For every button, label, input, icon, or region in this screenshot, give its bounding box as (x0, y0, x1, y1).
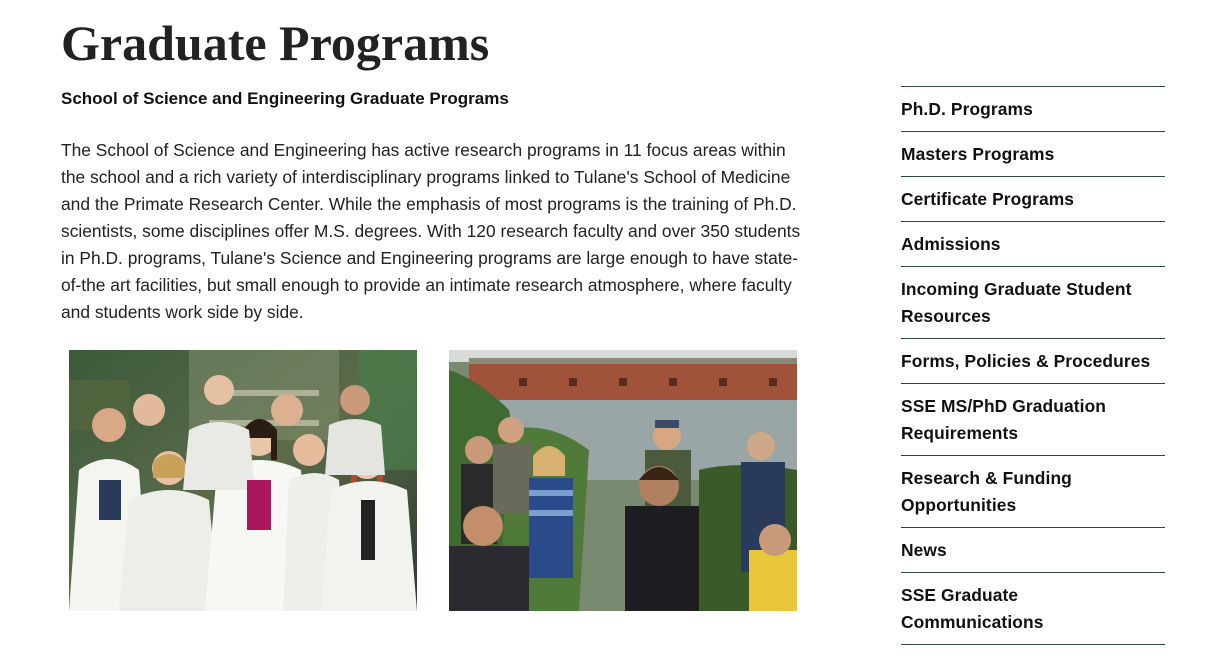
sidebar-item-masters-programs (901, 132, 1165, 177)
nav-link-incoming-student-resources[interactable]: Incoming Graduate Student Resources (901, 279, 1132, 326)
nav-link-news[interactable]: News (901, 540, 947, 560)
sidebar-item-admissions (901, 222, 1165, 267)
nav-link-graduation-requirements[interactable]: SSE MS/PhD Graduation Requirements (901, 396, 1107, 443)
nav-link-masters-programs[interactable]: Masters Programs (901, 144, 1055, 164)
page-title: Graduate Programs (61, 15, 490, 71)
sidebar-item-certificate-programs (901, 177, 1165, 222)
sidebar-nav (901, 86, 1165, 645)
lab-group-photo (69, 350, 417, 611)
sidebar-item-graduation-requirements (901, 384, 1165, 456)
intro-paragraph: The School of Science and Engineering has active research programs in 11 focus areas within the school and a rich variety of interdisciplinary programs linked to Tulane's School of Medicine and the Primate Research Center. While the emphasis of most programs is the training of Ph.D. scientists, some disciplines offer M.S. degrees. With 120 research faculty and over 350 students in Ph.D. programs, Tulane's Science and Engineering programs are large enough to have state-of-the art facilities, but small enough to provide an intimate research atmosphere, where faculty and students work side by side. (61, 140, 801, 322)
sidebar-item-graduate-communications (901, 573, 1165, 645)
field-group-photo (449, 350, 797, 611)
nav-link-phd-programs[interactable]: Ph.D. Programs (901, 99, 1033, 119)
nav-link-certificate-programs[interactable]: Certificate Programs (901, 189, 1075, 209)
nav-link-admissions[interactable]: Admissions (901, 234, 1001, 254)
sidebar-item-forms-policies (901, 339, 1165, 384)
sidebar-item-phd-programs (901, 87, 1165, 132)
nav-link-forms-policies[interactable]: Forms, Policies & Procedures (901, 351, 1151, 371)
section-subtitle: School of Science and Engineering Graduate Programs (61, 89, 509, 108)
sidebar-item-research-funding (901, 456, 1165, 528)
sidebar-item-incoming-student-resources (901, 267, 1165, 339)
sidebar-item-news (901, 528, 1165, 573)
nav-link-graduate-communications[interactable]: SSE Graduate Communications (901, 585, 1044, 632)
nav-link-research-funding[interactable]: Research & Funding Opportunities (901, 468, 1072, 515)
